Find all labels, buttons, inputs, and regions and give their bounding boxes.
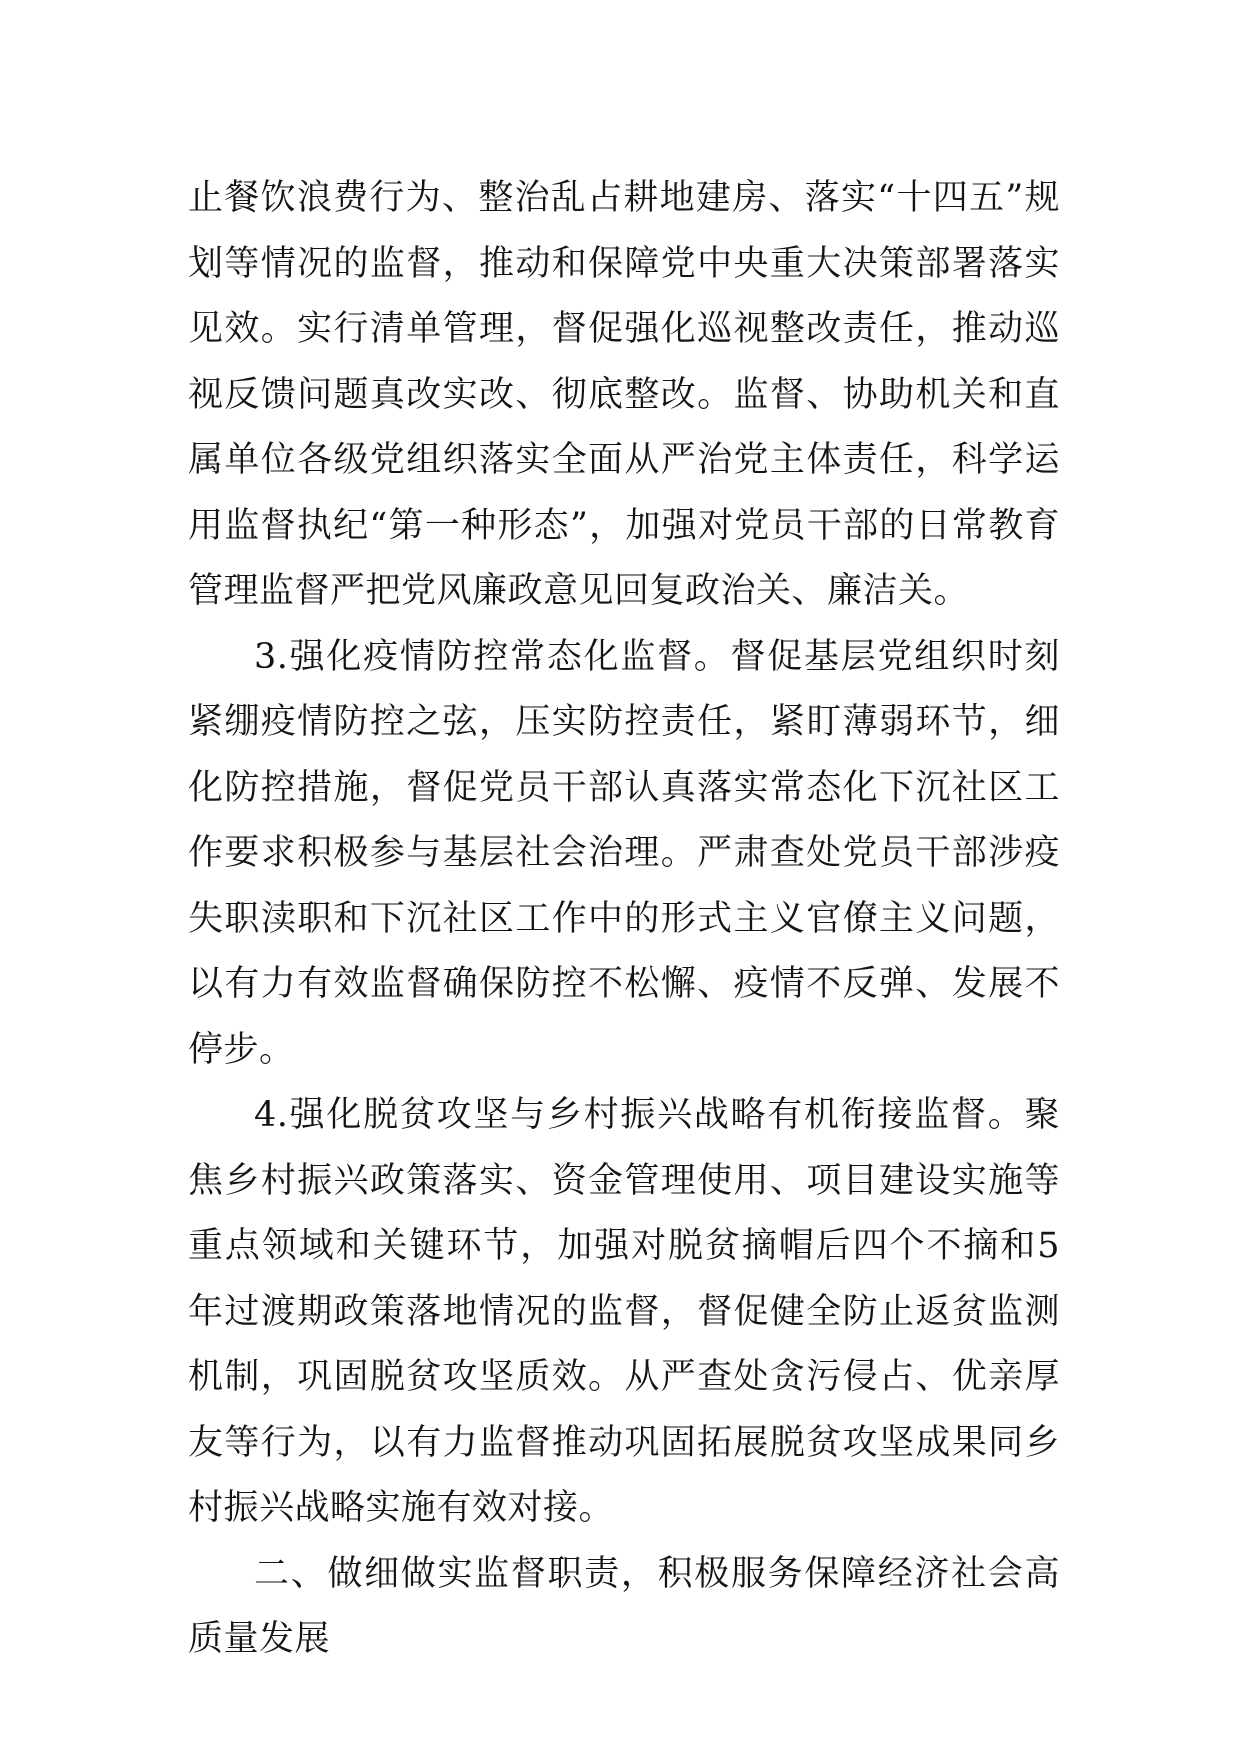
paragraph-supervision-continued: 止餐饮浪费行为、整治乱占耕地建房、落实“十四五”规划等情况的监督，推动和保障党中央重大决策部署落实见效。实行清单管理，督促强化巡视整改责任，推动巡视反馈问题真改实改、彻底整改。监督、协助机关和直属单位各级党组织落实全面从严治党主体责任，科学运用监督执纪“第一种形态”，加强对党员干部的日常教育管理监督严把党风廉政意见回复政治关、廉洁关。 (188, 178, 1060, 611)
paragraph-epidemic-supervision: 3.强化疫情防控常态化监督。督促基层党组织时刻紧绷疫情防控之弦，压实防控责任，紧盯薄弱环节，细化防控措施，督促党员干部认真落实常态化下沉社区工作要求积极参与基层社会治理。严肃查处党员干部涉疫失职渎职和下沉社区工作中的形式主义官僚主义问题，以有力有效监督确保防控不松懈、疫情不反弹、发展不停步。 (188, 636, 1060, 1070)
paragraph-rural-revitalization-supervision: 4.强化脱贫攻坚与乡村振兴战略有机衔接监督。聚焦乡村振兴政策落实、资金管理使用、项目建设实施等重点领域和关键环节，加强对脱贫摘帽后四个不摘和5年过渡期政策落地情况的监督，督促健全防止返贫监测机制，巩固脱贫攻坚质效。从严查处贪污侵占、优亲厚友等行为，以有力监督推动巩固拓展脱贫攻坚成果同乡村振兴战略实施有效对接。 (188, 1095, 1060, 1528)
document-body (188, 166, 1060, 1673)
section-heading-two: 二、做细做实监督职责，积极服务保障经济社会高质量发展 (188, 1553, 1060, 1659)
